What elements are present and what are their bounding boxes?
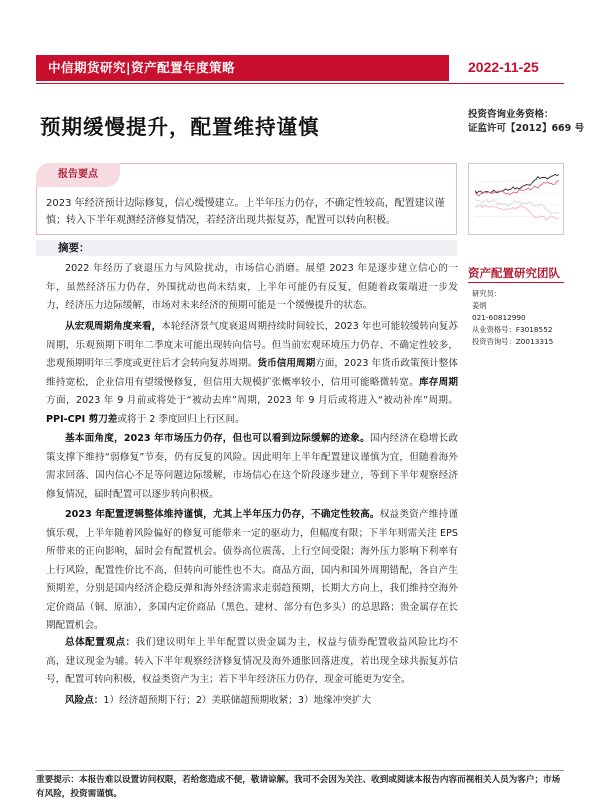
certification-line-1: 投资咨询业务资格： bbox=[468, 109, 554, 120]
team-role: 研究员： bbox=[472, 289, 502, 298]
certification-line-2: 证监许可【2012】669 号 bbox=[468, 123, 585, 134]
p2-lead-3: 库存周期 bbox=[418, 376, 459, 388]
p2-text-c: 方面，2023 年 9 月前或将处于“被动去库”周期，2023 年 9 月后或将进入“被动补库”周期。 bbox=[46, 395, 458, 406]
p5-text: 我们建议明年上半年配置以贵金属为主，权益与债券配置收益风险比均不高，建议现金为辅。转入下半年观察经济修复情况及海外通胀回落进度，若出现全球共振复苏信号，配置可转向积极，权益类资产为主；若下半年经济压力仍存，现金可能更为安全。 bbox=[46, 637, 459, 685]
team-phone: 021-60812990 bbox=[472, 313, 526, 322]
p4-lead: 2023 年配置逻辑整体维持谨慎，尤其上半年压力仍存，不确定性较高。 bbox=[65, 509, 380, 520]
team-divider bbox=[468, 282, 564, 283]
chart-series-line bbox=[475, 175, 559, 194]
p2-lead-2: 货币信用周期 bbox=[257, 358, 316, 369]
abstract-paragraph-6 bbox=[46, 692, 458, 711]
p2-text-b: 方面，2023 年货币政策预计整体维持宽松，企业信用有望缓慢修复，但信用大规模扩张概率较小，信用可能略微转宽。 bbox=[46, 358, 459, 388]
p2-lead-4: PPI-CPI 剪刀差 bbox=[46, 413, 118, 425]
summary-tag: 报告要点 bbox=[36, 163, 120, 187]
abstract-paragraph-1: 2022 年经历了衰退压力与风险扰动，市场信心消磨。展望 2023 年是逐步建立信心的一年，虽然经济压力仍存，外围扰动也尚未结束，上半年可能仍有反复，但随着政策端进一步发力，经济压力边际缓解，市场对未来经济的预期可能是一个缓慢提升的状态。 bbox=[46, 263, 458, 311]
team-info bbox=[472, 288, 553, 348]
team-license-2: 投资咨询号：Z0013315 bbox=[472, 337, 554, 346]
certification-block bbox=[468, 108, 584, 136]
header-divider bbox=[36, 83, 564, 84]
p3-lead: 基本面角度，2023 年市场压力仍存，但也可以看到边际缓解的迹象。 bbox=[65, 433, 370, 444]
p2-lead: 从宏观周期角度来看， bbox=[65, 321, 162, 332]
footer-disclaimer: 重要提示：本报告难以设置访问权限，若给您造成不便，敬请谅解。我司不会因为关注、收到或阅读本报告内容而视相关人员为客户；市场有风险，投资需谨慎。 bbox=[36, 775, 561, 799]
team-name: 姜炳 bbox=[472, 301, 487, 310]
report-date: 2022-11-25 bbox=[468, 59, 539, 75]
team-title: 资产配置研究团队 bbox=[468, 266, 560, 280]
footer-divider bbox=[36, 770, 564, 771]
abstract-paragraph-5 bbox=[46, 634, 458, 690]
p5-lead: 总体配置观点： bbox=[65, 637, 136, 648]
p4-text: 权益类资产维持谨慎乐观，上半年随着风险偏好的修复可能带来一定的驱动力，但幅度有限；下半年则需关注 EPS 所带来的正向影响，届时会有配置机会。债券高位震荡，上行空间受限；海外压力影响下利率有上行风险，配置性价比不高，但转向可能性也不大。商品方面，国内和国外周期错配，各自产生预期差，分别是国内经济企稳反弹和海外经济需求走弱趋预期，长期大方向上，我们维持空海外定价商品（铜、原油），多国内定价商品（黑色、建材、部分有色多头）的总思路；贵金属存在长期配置机会。 bbox=[46, 509, 458, 631]
chart-series-line bbox=[475, 205, 559, 220]
p6-text: 1）经济超预期下行；2）美联储超预期收紧；3）地缘冲突扩大 bbox=[103, 695, 372, 706]
chart-svg bbox=[469, 164, 563, 234]
abstract-paragraph-4 bbox=[46, 506, 458, 636]
abstract-paragraph-3 bbox=[46, 430, 458, 504]
p6-lead: 风险点： bbox=[65, 695, 104, 706]
report-banner: 中信期货研究|资产配置年度策略 bbox=[36, 55, 449, 81]
p2-text-d: 或将于 2 季度回归上行区间。 bbox=[117, 413, 245, 425]
summary-chart bbox=[468, 163, 564, 235]
summary-text: 2023 年经济预计边际修复，信心缓慢建立。上半年压力仍存，不确定性较高，配置建议谨慎；转入下半年观测经济修复情况，若经济出现共振复苏，配置可以转向积极。 bbox=[46, 198, 445, 226]
team-license-1: 从业资格号：F3018552 bbox=[472, 325, 553, 334]
page-title: 预期缓慢提升，配置维持谨慎 bbox=[40, 115, 320, 139]
abstract-paragraph-2 bbox=[46, 318, 458, 429]
p3-text: 国内经济在稳增长政策支撑下维持“弱修复”节奏，仍有反复的风险。因此明年上半年配置建议谨慎为宜，但随着海外需求回落、国内信心不足等问题边际缓解，市场信心在这个阶段逐步建立，等到下半年观察经济修复情况，届时配置可以逐步转向积极。 bbox=[46, 433, 459, 500]
abstract-label: 摘要： bbox=[36, 240, 457, 256]
p2-text-a: 本轮经济景气度衰退周期持续时间较长，2023 年也可能较缓转向复苏周期，乐观预期下明年二季度末可能出现转向信号。但当前宏观环境压力仍存、不确定性较多，悲观预期明年三季度或更往后才会转向复苏周期。 bbox=[46, 321, 459, 369]
